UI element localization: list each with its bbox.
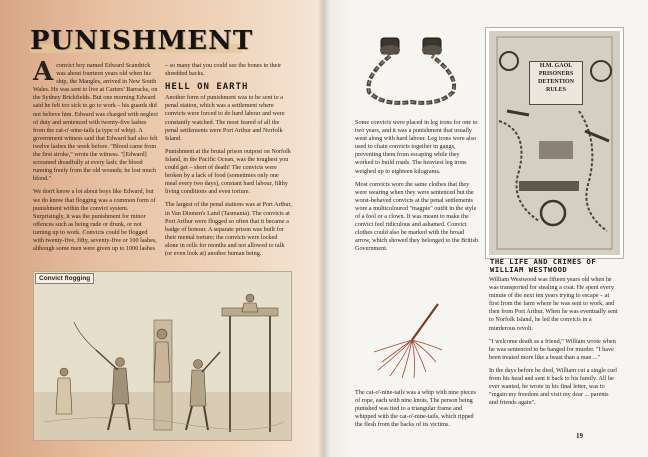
hell-on-earth-heading: HELL ON EARTH (165, 82, 249, 93)
whip-caption-text: The cat-o'-nine-tails was a whip with nine pieces of rope, each with nine knots. The person being punished was tied to a triangular frame and whipped with the cat-o'-nine-tails, which ripped the flesh from the backs of its victims. (355, 389, 476, 429)
drop-cap: A (33, 57, 54, 87)
whip-caption (355, 389, 478, 434)
convict-flogging-illustration (33, 271, 292, 441)
sign-line-3: DETENTION (537, 79, 574, 85)
westwood-column (489, 276, 619, 412)
cat-o-nine-tails-image (368, 300, 456, 380)
page-number: 19 (576, 432, 583, 440)
page-gutter (318, 0, 330, 457)
page-title: PUNISHMENT (30, 26, 254, 56)
leg-irons-paragraph: Some convicts were placed in leg irons for one to two years, and it was a punishment that usually went along with hard labour. Leg irons were also used to chain convicts together in gangs, preventing them from escaping while they worked to build roads. The heaviest leg irons weighed up to eighteen kilograms. (355, 119, 478, 175)
prison-artefacts-photo (486, 28, 623, 258)
continued-paragraph: – so many that you could see the bones in their shredded backs. (165, 62, 282, 78)
hell-on-earth-column (165, 62, 292, 263)
intro-column (33, 57, 158, 258)
sign-line-2: PRISONERS (538, 71, 574, 77)
image-caption: Convict flogging (35, 273, 94, 284)
leg-irons-column (355, 119, 478, 259)
westwood-paragraph-2: "I welcome death as a friend," William wrote when he was sentenced to be hanged for murder. "I have been treated more like a beast than a man ..." (489, 337, 616, 361)
westwood-paragraph-3: In the days before he died, William cut a single curl from his head and sent it back to his family. All he ever wanted, he wrote in his final letter, was to "regain my freedom and visit my dear ... parents and friends again". (489, 366, 617, 407)
port-arthur-paragraph: The largest of the penal stations was at Port Arthur, in Van Diemen's Land (Tasmania). The convicts at Port Arthur were flogged so often that it became a badge of honour. A separate prison was built for their mental torture; the convicts were locked alone in cells for months and not allowed to talk (or even look at) another human being. (165, 201, 292, 257)
leg-irons-image (353, 36, 471, 108)
westwood-heading: THE LIFE AND CRIMES OF WILLIAM WESTWOOD (490, 257, 597, 274)
norfolk-island-paragraph: Punishment at the brutal prison outpost on Norfolk Island, in the Pacific Ocean, was the toughest you could get – short of death! The convicts were broken by a lack of food (sometimes only one meal every two days), constant hard labour, filthy living conditions and even torture. (165, 147, 291, 196)
sign-line-4: RULES (545, 87, 566, 93)
flogging-sketch (34, 272, 291, 440)
intro-paragraph-1 (33, 57, 158, 183)
sign-line-1: H.M. GAOL (539, 63, 573, 69)
intro-paragraph-1-text: convict boy named Edward Scandrick was about fourteen years old when his ship, the Mangles, arrived in New South Wales. He was sent to live at Carters' Barracks, on the Sydney Brickfields. But one morning Edward said he felt too sick to go to work – his guards did not believe him. Edward was charged with neglect of duty and sentenced with twenty-five lashes from the cat-o'-nine-tails (a type of whip). A government witness said that Edward had also felt twelve lashes the week before. "Blood came from the first stroke," wrote the witness. "[Edward] screamed dreadfully at every lash; the blood running freely from the old wounds; he lost much blood." (33, 62, 158, 183)
intro-paragraph-2: We don't know a lot about boys like Edward, but we do know that flogging was a common form of punishment within the convict system. Surprisingly, it was the punishment for minor offences such as being rude or drunk, or not turning up to work. Convicts could be flogged with twenty-five, fifty, seventy-five or 100 lashes, although some men were given up to 1000 lashes (33, 188, 157, 253)
westwood-paragraph-1: William Westwood was fifteen years old when he was transported for stealing a coat. He spent every minute of the next ten years trying to escape – at first from the farm where he was sent to work, and then from Port Arthur. When he was eventually sent to Norfolk Island, he led the convicts in a murderous revolt. (489, 276, 618, 332)
penal-station-paragraph: Another form of punishment was to be sent to a penal station, which was a settlement where convicts were forced to do hard labour and were constantly watched. The most feared of all the penal settlements were Port Arthur and Norfolk Island. (165, 94, 285, 142)
prison-sign (529, 61, 583, 105)
clothing-paragraph: Most convicts wore the same clothes that they were wearing when they were sentenced but the worst-behaved convicts at the penal settlements wore a multicoloured "magpie" outfit in the style of a fool or a clown. It was meant to make the convict feel ridiculous and ashamed. Convict clothes could also be marked with the broad arrow, which showed they belonged to the British Government. (355, 180, 478, 253)
